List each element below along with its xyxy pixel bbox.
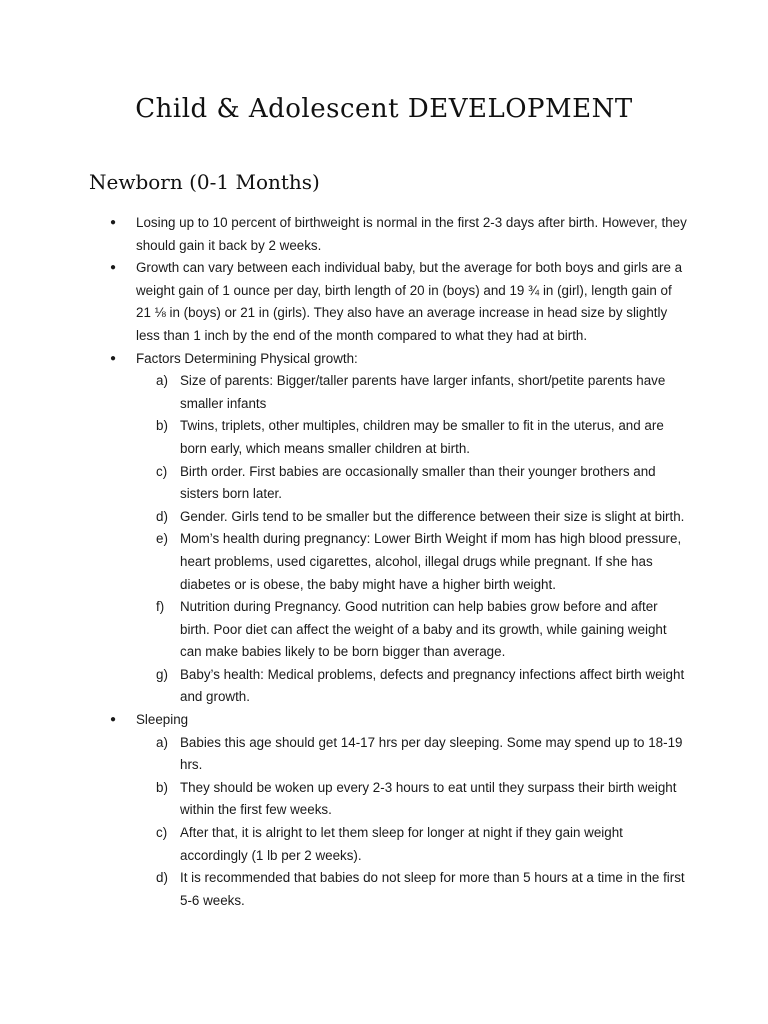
bullet-text: Factors Determining Physical growth: bbox=[136, 350, 358, 366]
sub-item-marker: f) bbox=[156, 599, 165, 615]
sub-list-item bbox=[110, 506, 690, 529]
sub-item-marker: a) bbox=[156, 373, 168, 389]
sub-item-text: It is recommended that babies do not sleep for more than 5 hours at a time in the first 5-6 weeks. bbox=[180, 870, 685, 908]
sub-list-item bbox=[110, 777, 690, 822]
sub-item-marker: d) bbox=[156, 508, 168, 524]
sub-item-marker: b) bbox=[156, 418, 168, 434]
sub-list-item bbox=[110, 664, 690, 709]
sub-item-marker: b) bbox=[156, 779, 168, 795]
bullet-text: Losing up to 10 percent of birthweight is normal in the first 2-3 days after birth. However, they should gain it back by 2 weeks. bbox=[136, 215, 687, 253]
sub-item-marker: e) bbox=[156, 531, 168, 547]
sub-list-item bbox=[110, 867, 690, 912]
sub-item-marker: a) bbox=[156, 734, 168, 750]
bullet-icon: ● bbox=[110, 352, 117, 364]
sub-item-text: Baby’s health: Medical problems, defects and pregnancy infections affect birth weight and growth. bbox=[180, 666, 685, 705]
sub-item-marker: c) bbox=[156, 463, 168, 479]
sub-item-text: Mom’s health during pregnancy: Lower Birth Weight if mom has high blood pressure, heart problems, used cigarettes, alcohol, illegal drugs while pregnant. If she has diabetes or is obese, the baby might have a higher birth weight. bbox=[180, 531, 682, 592]
sub-item-text: Babies this age should get 14-17 hrs per day sleeping. Some may spend up to 18-19 hrs. bbox=[180, 734, 683, 773]
sub-list-item bbox=[110, 822, 690, 867]
sub-list-item bbox=[110, 596, 690, 664]
bullet-icon: ● bbox=[110, 217, 117, 228]
sub-list-item bbox=[110, 370, 690, 415]
bullet-item bbox=[110, 257, 690, 347]
sub-list-item bbox=[110, 732, 690, 777]
bullet-icon: ● bbox=[110, 714, 117, 726]
sub-item-text: They should be woken up every 2-3 hours to eat until they surpass their birth weight within the first few weeks. bbox=[180, 779, 677, 818]
sub-list-item bbox=[110, 415, 690, 460]
sub-list-item bbox=[110, 528, 690, 596]
sub-item-text: Nutrition during Pregnancy. Good nutrition can help babies grow before and after birth. Poor diet can affect the weight of a baby and its growth, while gaining weight can make babies likely to be born bigger than average. bbox=[180, 599, 667, 660]
sub-item-text: After that, it is alright to let them sleep for longer at night if they gain weight accordingly (1 lb per 2 weeks). bbox=[180, 825, 623, 863]
bullet-icon: ● bbox=[110, 262, 117, 274]
sub-item-marker: c) bbox=[156, 825, 168, 841]
document-body bbox=[110, 212, 690, 912]
sub-item-marker: d) bbox=[156, 870, 168, 886]
bullet-text: Sleeping bbox=[136, 712, 189, 728]
sub-item-text: Gender. Girls tend to be smaller but the difference between their size is slight at birth. bbox=[180, 508, 685, 524]
bullet-item bbox=[110, 212, 690, 257]
sub-item-text: Twins, triplets, other multiples, children may be smaller to fit in the uterus, and are born early, which means smaller children at birth. bbox=[180, 418, 664, 456]
sub-item-marker: g) bbox=[156, 666, 168, 682]
bullet-item bbox=[110, 348, 690, 371]
sub-item-text: Size of parents: Bigger/taller parents have larger infants, short/petite parents have smaller infants bbox=[180, 373, 666, 411]
bullet-item bbox=[110, 709, 690, 732]
sub-item-text: Birth order. First babies are occasionally smaller than their younger brothers and sisters born later. bbox=[180, 463, 656, 502]
bullet-text: Growth can vary between each individual baby, but the average for both boys and girls are a weight gain of 1 ounce per day, birth length of 20 in (boys) and 19 ¾ in (girl), length gain of 21 ⅛ in (boys) or 21 in (girls). They also have an average increase in head size by slightly less than 1 inch by the end of the month compared to what they had at birth. bbox=[136, 260, 683, 343]
section-heading: Newborn (0-1 Months) bbox=[89, 170, 320, 194]
document-title: Child & Adolescent DEVELOPMENT bbox=[135, 94, 633, 124]
sub-list-item bbox=[110, 461, 690, 506]
